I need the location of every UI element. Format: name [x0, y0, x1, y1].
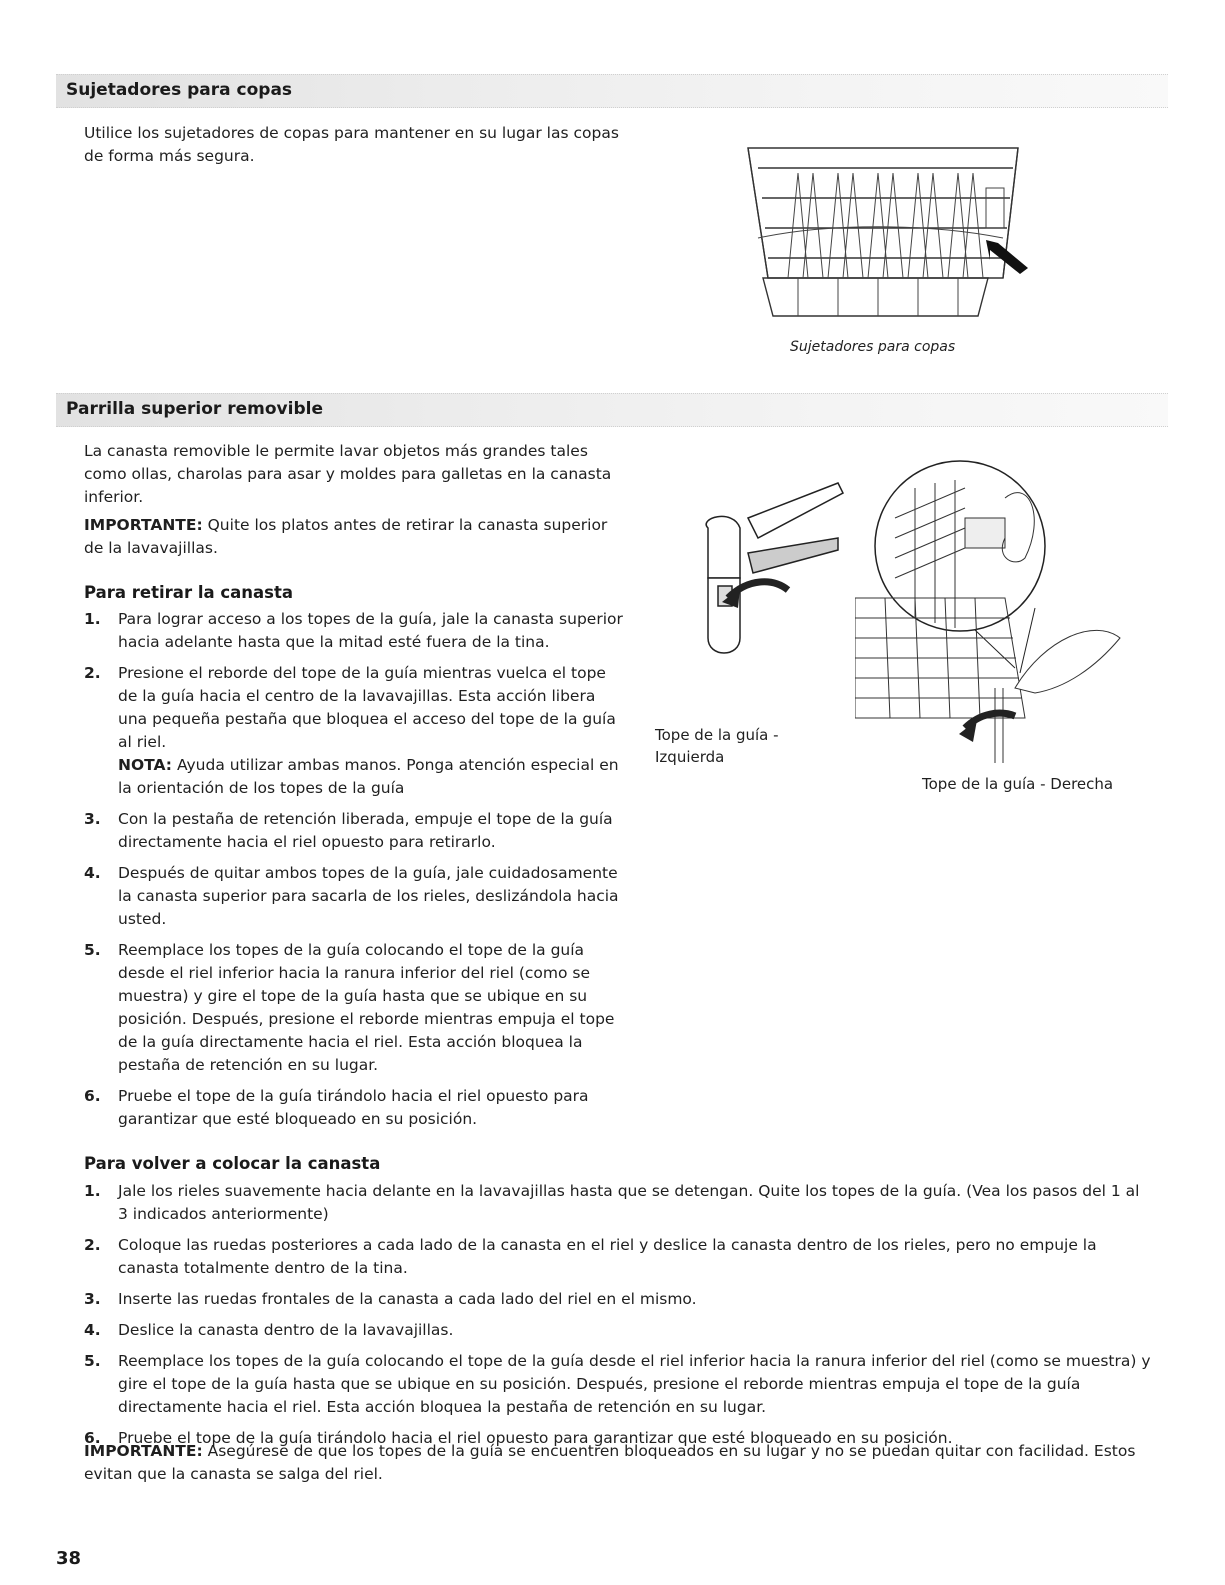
list-item: 2. Presione el reborde del tope de la guía mientras vuelca el tope de la guía hacia el centro de la lavavajillas. Esta acción libera una pequeña pestaña que bloquea el acceso del tope de la guía al riel. NOTA: Ayuda utilizar ambas manos. Ponga atención especial en la orientación de los topes de la guía	[84, 662, 629, 800]
important-note	[84, 514, 629, 560]
rail-stop-right-illustration	[855, 458, 1125, 763]
removable-rack-intro: La canasta removible le permite lavar objetos más grandes tales como ollas, charolas para asar y moldes para galletas en la canasta inferior.	[84, 442, 612, 506]
rail-stop-right-caption: Tope de la guía - Derecha	[922, 775, 1114, 793]
important-label: IMPORTANTE:	[84, 1442, 203, 1460]
upper-rack-illustration	[728, 128, 1038, 328]
remove-steps-list	[84, 608, 629, 1139]
list-item: 5. Reemplace los topes de la guía colocando el tope de la guía desde el riel inferior hacia la ranura inferior del riel (como se muestra) y gire el tope de la guía hasta que se ubique en su posición. Después, presione el reborde mientras empuja el tope de la guía directamente hacia el riel. Esta acción bloquea la pestaña de retención en su lugar.	[84, 941, 615, 1074]
list-item: 5. Reemplace los topes de la guía colocando el tope de la guía desde el riel inferior hacia la ranura inferior del riel (como se muestra) y gire el tope de la guía hasta que se ubique en su posición. Después, presione el reborde mientras empuja el tope de la guía directamente hacia el riel. Esta acción bloquea la pestaña de retención en su lugar.	[84, 1352, 1151, 1416]
replace-steps-list	[84, 1180, 1154, 1458]
section-title: Parrilla superior removible	[66, 399, 323, 419]
final-important-note	[84, 1440, 1154, 1486]
important-text: Quite los platos antes de retirar la canasta superior de la lavavajillas.	[84, 516, 608, 557]
list-item: 4. Después de quitar ambos topes de la guía, jale cuidadosamente la canasta superior para sacarla de los rieles, deslizándola hacia usted.	[84, 864, 619, 928]
section-header-cup-holders	[56, 74, 1168, 108]
replace-rack-heading: Para volver a colocar la canasta	[84, 1154, 381, 1173]
rail-stop-left-caption: Tope de la guía - Izquierda	[655, 726, 779, 766]
section-title: Sujetadores para copas	[66, 80, 293, 100]
rail-stop-left-illustration	[688, 478, 848, 668]
list-item: 3. Inserte las ruedas frontales de la canasta a cada lado del riel en el mismo.	[84, 1290, 697, 1308]
list-item: 1. Jale los rieles suavemente hacia delante en la lavavajillas hasta que se detengan. Quite los topes de la guía. (Vea los pasos del 1 al 3 indicados anteriormente)	[84, 1182, 1140, 1223]
step-note: NOTA: Ayuda utilizar ambas manos. Ponga atención especial en la orientación de los topes de la guía	[118, 756, 619, 797]
list-item: 6. Pruebe el tope de la guía tirándolo hacia el riel opuesto para garantizar que esté bloqueado en su posición.	[84, 1087, 589, 1128]
list-item: 4. Deslice la canasta dentro de la lavavajillas.	[84, 1321, 454, 1339]
list-item: 2. Coloque las ruedas posteriores a cada lado de la canasta en el riel y deslice la canasta dentro de los rieles, pero no empuje la canasta totalmente dentro de la tina.	[84, 1236, 1097, 1277]
remove-rack-heading: Para retirar la canasta	[84, 583, 293, 602]
important-label: IMPORTANTE:	[84, 516, 203, 534]
page-number: 38	[56, 1548, 82, 1569]
important-text: Asegúrese de que los topes de la guía se encuentren bloqueados en su lugar y no se puedan quitar con facilidad. Estos evitan que la canasta se salga del riel.	[84, 1442, 1136, 1483]
cup-holders-body: Utilice los sujetadores de copas para mantener en su lugar las copas de forma más segura.	[84, 124, 619, 165]
list-item: 1. Para lograr acceso a los topes de la guía, jale la canasta superior hacia adelante hasta que la mitad esté fuera de la tina.	[84, 610, 623, 651]
list-item: 6. Pruebe el tope de la guía tirándolo hacia el riel opuesto para garantizar que esté bloqueado en su posición.	[84, 1429, 953, 1447]
list-item: 3. Con la pestaña de retención liberada, empuje el tope de la guía directamente hacia el riel opuesto para retirarlo.	[84, 810, 613, 851]
cup-holders-figure-caption: Sujetadores para copas	[790, 339, 956, 355]
section-header-removable-rack	[56, 393, 1168, 427]
